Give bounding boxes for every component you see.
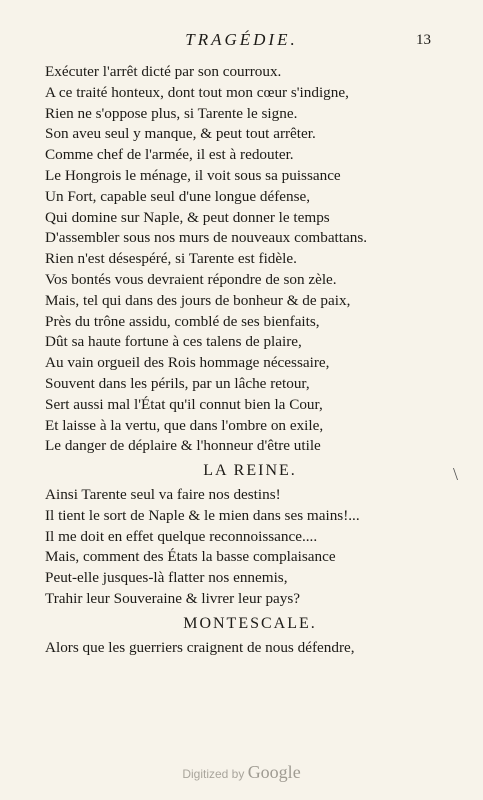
margin-stroke-mark: \ bbox=[453, 464, 459, 484]
verse-line: Vos bontés vous devraient répondre de son zèle. bbox=[45, 270, 337, 288]
verse-line: Rien ne s'oppose plus, si Tarente le signe. bbox=[45, 104, 298, 122]
verse-line: Et laisse à la vertu, que dans l'ombre on exile, bbox=[45, 416, 324, 434]
verse-line: Un Fort, capable seul d'une longue défense, bbox=[45, 187, 311, 205]
verse-line: A ce traité honteux, dont tout mon cœur s'indigne, bbox=[45, 83, 349, 101]
running-title: TRAGÉDIE. bbox=[185, 30, 298, 49]
verse-line: Rien n'est désespéré, si Tarente est fidèle. bbox=[45, 250, 297, 268]
digitized-watermark bbox=[0, 762, 483, 783]
verse-line: D'assembler sous nos murs de nouveaux combattans. bbox=[45, 229, 368, 247]
verse-line: Peut-elle jusques-là flatter nos ennemis, bbox=[45, 569, 288, 587]
speaker-heading: MONTESCALE. bbox=[183, 614, 317, 632]
verse-line: Alors que les guerriers craignent de nous défendre, bbox=[45, 638, 355, 656]
verse-line: Le Hongrois le ménage, il voit sous sa puissance bbox=[45, 166, 341, 184]
verse-line: Mais, tel qui dans des jours de bonheur & de paix, bbox=[45, 291, 351, 309]
verse-line: Au vain orgueil des Rois hommage nécessaire, bbox=[45, 354, 330, 372]
verse-line: Trahir leur Souveraine & livrer leur pays? bbox=[45, 589, 301, 607]
verse-line: Il tient le sort de Naple & le mien dans ses mains!... bbox=[45, 506, 360, 524]
page-header bbox=[0, 30, 483, 56]
verse-line: Comme chef de l'armée, il est à redouter. bbox=[45, 146, 294, 164]
verse-line: Souvent dans les périls, par un lâche retour, bbox=[45, 374, 310, 392]
digitized-by-label: Digitized by bbox=[182, 767, 245, 781]
verse-line: Il me doit en effet quelque reconnoissance.... bbox=[45, 527, 318, 545]
verse-line: Ainsi Tarente seul va faire nos destins! bbox=[45, 485, 281, 503]
verse-line: Exécuter l'arrêt dicté par son courroux. bbox=[45, 63, 282, 80]
verse-line: Qui domine sur Naple, & peut donner le temps bbox=[45, 208, 330, 226]
verse-line: Le danger de déplaire & l'honneur d'être utile bbox=[45, 437, 321, 455]
speaker-heading: LA REINE. bbox=[203, 462, 297, 480]
google-wordmark: Google bbox=[247, 762, 301, 782]
verse-line: Dût sa haute fortune à ces talens de plaire, bbox=[45, 333, 302, 351]
verse-line: Près du trône assidu, comblé de ses bienfaits, bbox=[45, 312, 320, 330]
verse-line: Mais, comment des États la basse complaisance bbox=[45, 548, 336, 566]
verse-line: Sert aussi mal l'État qu'il connut bien la Cour, bbox=[45, 395, 323, 413]
page-number: 13 bbox=[416, 32, 431, 48]
verse-line: Son aveu seul y manque, & peut tout arrêter. bbox=[45, 125, 316, 143]
verse-text bbox=[45, 62, 455, 658]
